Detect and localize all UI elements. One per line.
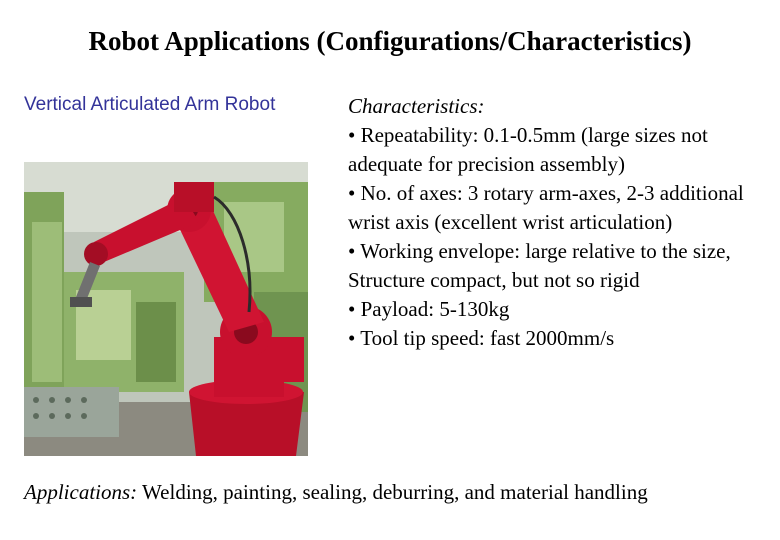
characteristic-item: • Working envelope: large relative to the size, Structure compact, but not so rigid <box>348 239 731 292</box>
characteristic-item: • Payload: 5-130kg <box>348 297 510 321</box>
robot-arm-illustration <box>24 162 308 456</box>
characteristic-item: • Repeatability: 0.1-0.5mm (large sizes not adequate for precision assembly) <box>348 123 708 176</box>
characteristics-heading: Characteristics: <box>348 94 485 118</box>
applications-line <box>24 480 774 505</box>
slide-subtitle: Vertical Articulated Arm Robot <box>24 94 276 115</box>
characteristic-item: • Tool tip speed: fast 2000mm/s <box>348 326 615 350</box>
characteristic-item: • No. of axes: 3 rotary arm-axes, 2-3 additional wrist axis (excellent wrist articulation) <box>348 181 744 234</box>
characteristics-block <box>348 92 773 353</box>
applications-text: Welding, painting, sealing, deburring, and material handling <box>137 480 648 504</box>
slide-title: Robot Applications (Configurations/Characteristics) <box>88 26 692 56</box>
robot-arm-photo <box>24 162 308 456</box>
applications-label: Applications: <box>24 480 138 504</box>
